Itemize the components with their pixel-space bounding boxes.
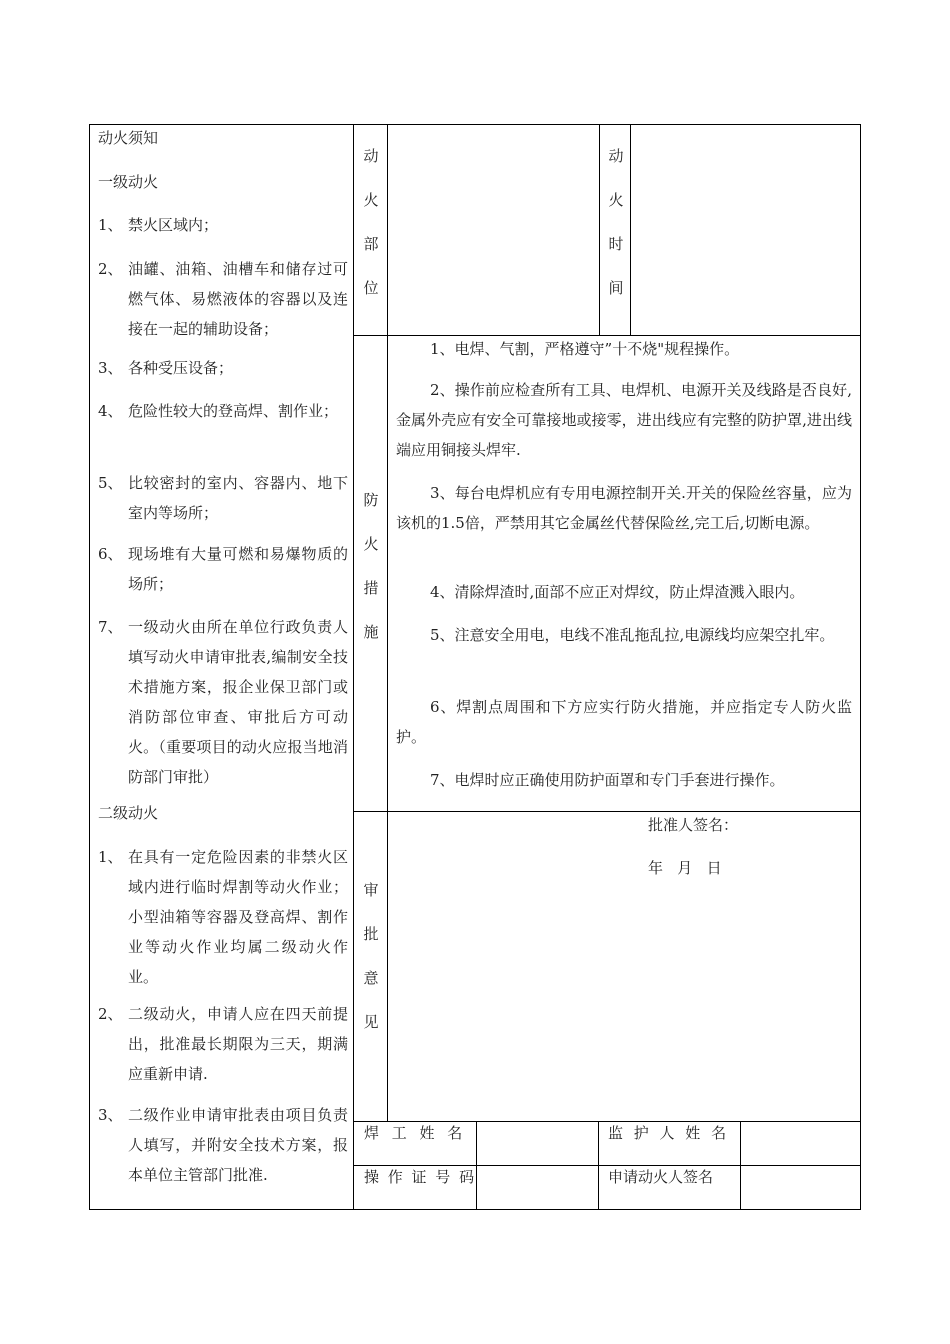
operation-cert-label: 操 作 证 号 码 xyxy=(364,1168,477,1186)
level1-item xyxy=(98,254,348,344)
item-number: 3、 xyxy=(98,1106,123,1124)
level1-item xyxy=(98,210,348,240)
item-text: 二级作业申请审批表由项目负责人填写，并附安全技术方案，报本单位主管部门批准. xyxy=(128,1106,348,1184)
measure-item: 3、每台电焊机应有专用电源控制开关.开关的保险丝容量，应为该机的1.5倍，严禁用其它金属丝代替保险丝,完工后,切断电源。 xyxy=(396,484,852,532)
level1-item xyxy=(98,468,348,528)
measure-item: 5、注意安全用电，电线不准乱拖乱拉,电源线均应架空扎牢。 xyxy=(430,626,835,644)
level1-heading: 一级动火 xyxy=(98,173,159,191)
table-top-border xyxy=(89,124,861,125)
item-text: 各种受压设备； xyxy=(128,359,234,377)
table-left-border xyxy=(89,124,90,1210)
measure-item: 2、操作前应检查所有工具、电焊机、电源开关及线路是否良好,金属外壳应有安全可靠接地或接零，进出线应有完整的防护罩,进出线端应用铜接头焊牢. xyxy=(396,381,852,459)
table-bottom-border xyxy=(89,1209,861,1210)
notice-column-divider xyxy=(353,124,354,1210)
approver-signature-label: 批准人签名： xyxy=(648,816,739,834)
item-number: 2、 xyxy=(98,1005,123,1023)
level1-item xyxy=(98,353,348,383)
item-text: 二级动火，申请人应在四天前提出，批准最长期限为三天，期满应重新申请. xyxy=(128,1005,348,1083)
label-column-divider xyxy=(387,124,388,1121)
item-number: 3、 xyxy=(98,359,123,377)
item-text: 危险性较大的登高焊、割作业； xyxy=(128,402,339,420)
item-text: 禁火区域内； xyxy=(128,216,219,234)
level2-item xyxy=(98,842,348,992)
measure-item: 1、电焊、气割，严格遵守”十不烧"规程操作。 xyxy=(430,340,740,358)
measures-row-bottom xyxy=(353,811,861,812)
applicant-signature-label: 申请动火人签名 xyxy=(608,1168,714,1186)
approval-date-label: 年 月 日 xyxy=(648,859,722,877)
approval-label: 审 批 意 见 xyxy=(363,881,379,1031)
footer-divider-2 xyxy=(598,1121,599,1210)
item-number: 7、 xyxy=(98,618,123,636)
item-number: 1、 xyxy=(98,216,123,234)
item-number: 1、 xyxy=(98,848,123,866)
level1-item xyxy=(98,612,348,792)
measure-item: 7、电焊时应正确使用防护面罩和专门手套进行操作。 xyxy=(430,771,785,789)
item-text: 在具有一定危险因素的非禁火区域内进行临时焊割等动火作业；小型油箱等容器及登高焊、割作业等动火作业均属二级动火作业。 xyxy=(128,848,348,986)
notice-title: 动火须知 xyxy=(98,129,159,147)
level2-heading: 二级动火 xyxy=(98,804,159,822)
item-text: 现场堆有大量可燃和易爆物质的场所； xyxy=(128,545,348,593)
item-text: 一级动火由所在单位行政负责人填写动火申请审批表,编制安全技术措施方案，报企业保卫部门或消防部位审查、审批后方可动火。（重要项目的动火应报当地消防部门审批） xyxy=(128,618,348,786)
level1-item xyxy=(98,539,348,599)
item-number: 5、 xyxy=(98,474,123,492)
measure-item: 4、清除焊渣时,面部不应正对焊纹，防止焊渣溅入眼内。 xyxy=(430,583,805,601)
location-label: 动 火 部 位 xyxy=(363,147,379,297)
time-label: 动 火 时 间 xyxy=(608,147,624,297)
level2-item xyxy=(98,1100,348,1190)
welder-name-label: 焊 工 姓 名 xyxy=(364,1124,467,1142)
footer-divider-3 xyxy=(740,1121,741,1210)
item-number: 4、 xyxy=(98,402,123,420)
measures-label: 防 火 措 施 xyxy=(363,491,379,641)
level2-item xyxy=(98,999,348,1089)
item-text: 比较密封的室内、容器内、地下室内等场所； xyxy=(128,474,348,522)
item-text: 油罐、油箱、油槽车和储存过可燃气体、易燃液体的容器以及连接在一起的辅助设备； xyxy=(128,260,348,338)
item-number: 6、 xyxy=(98,545,123,563)
item-number: 2、 xyxy=(98,260,123,278)
time-label-left-divider xyxy=(599,124,600,335)
footer-divider-1 xyxy=(476,1121,477,1210)
level1-item xyxy=(98,396,348,426)
table-right-border xyxy=(860,124,861,1210)
supervisor-name-label: 监 护 人 姓 名 xyxy=(608,1124,730,1142)
measure-item: 6、焊割点周围和下方应实行防火措施，并应指定专人防火监护。 xyxy=(396,698,852,746)
